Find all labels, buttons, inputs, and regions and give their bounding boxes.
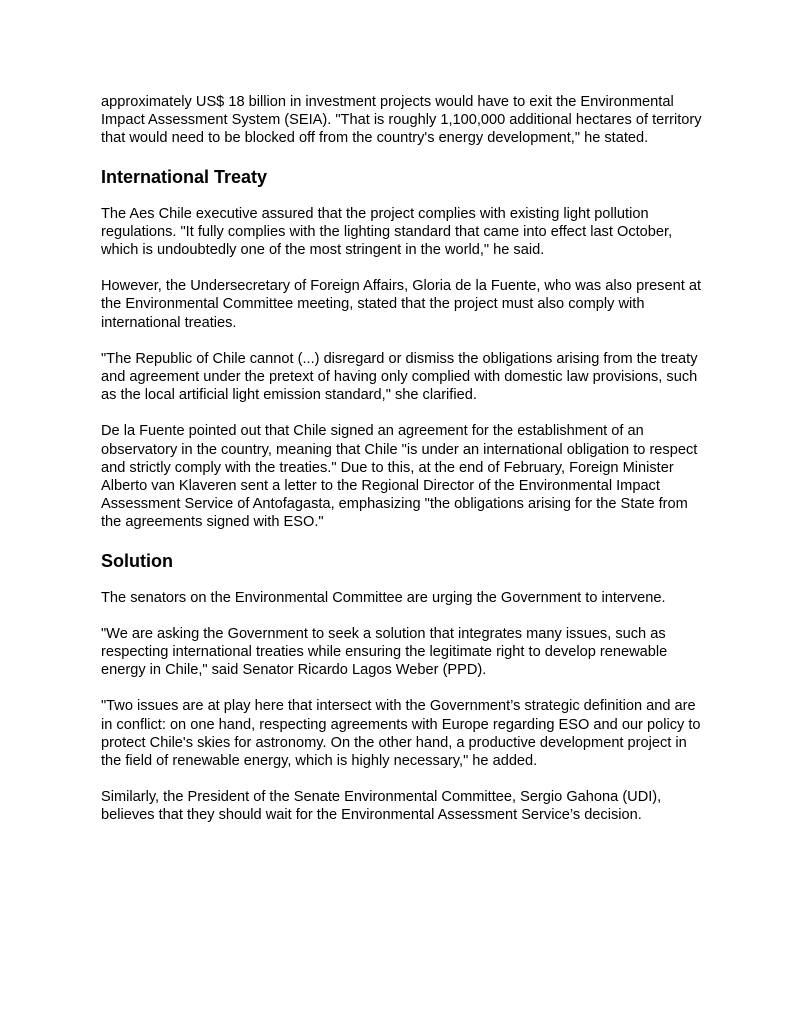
section-heading-international-treaty: International Treaty [101,166,268,187]
document-page [101,93,711,843]
paragraph: However, the Undersecretary of Foreign Affairs, Gloria de la Fuente, who was also present at the Environmental Committee meeting, stated that the project must also comply with international treaties. [101,278,701,331]
section-heading-solution: Solution [101,550,173,571]
paragraph: The senators on the Environmental Committee are urging the Government to intervene. [101,589,666,606]
paragraph: "Two issues are at play here that intersect with the Government’s strategic definition and are in conflict: on one hand, respecting agreements with Europe regarding ESO and our policy to protect Chile's skies for astronomy. On the other hand, a productive development project in the field of renewable energy, which is highly necessary," he added. [101,698,701,770]
paragraph: De la Fuente pointed out that Chile signed an agreement for the establishment of an observatory in the country, meaning that Chile "is under an international obligation to respect and strictly comply with the treaties." Due to this, at the end of February, Foreign Minister Alberto van Klaveren sent a letter to the Regional Director of the Environmental Impact Assessment Service of Antofagasta, emphasizing "the obligations arising for the State from the agreements signed with ESO." [101,423,698,531]
paragraph: "The Republic of Chile cannot (...) disregard or dismiss the obligations arising from the treaty and agreement under the pretext of having only complied with domestic law provisions, such as the local artificial light emission standard," she clarified. [101,350,698,404]
intro-paragraph: approximately US$ 18 billion in investment projects would have to exit the Environmental Impact Assessment System (SEIA). "That is roughly 1,100,000 additional hectares of territory that would need to be blocked off from the country's energy development," he stated. [101,94,702,147]
paragraph: "We are asking the Government to seek a solution that integrates many issues, such as respecting international treaties while ensuring the legitimate right to develop renewable energy in Chile," said Senator Ricardo Lagos Weber (PPD). [101,625,668,679]
paragraph: The Aes Chile executive assured that the project complies with existing light pollution regulations. "It fully complies with the lighting standard that came into effect last October, which is undoubtedly one of the most stringent in the world," he said. [101,205,673,259]
paragraph: Similarly, the President of the Senate Environmental Committee, Sergio Gahona (UDI), believes that they should wait for the Environmental Assessment Service’s decision. [101,789,662,824]
